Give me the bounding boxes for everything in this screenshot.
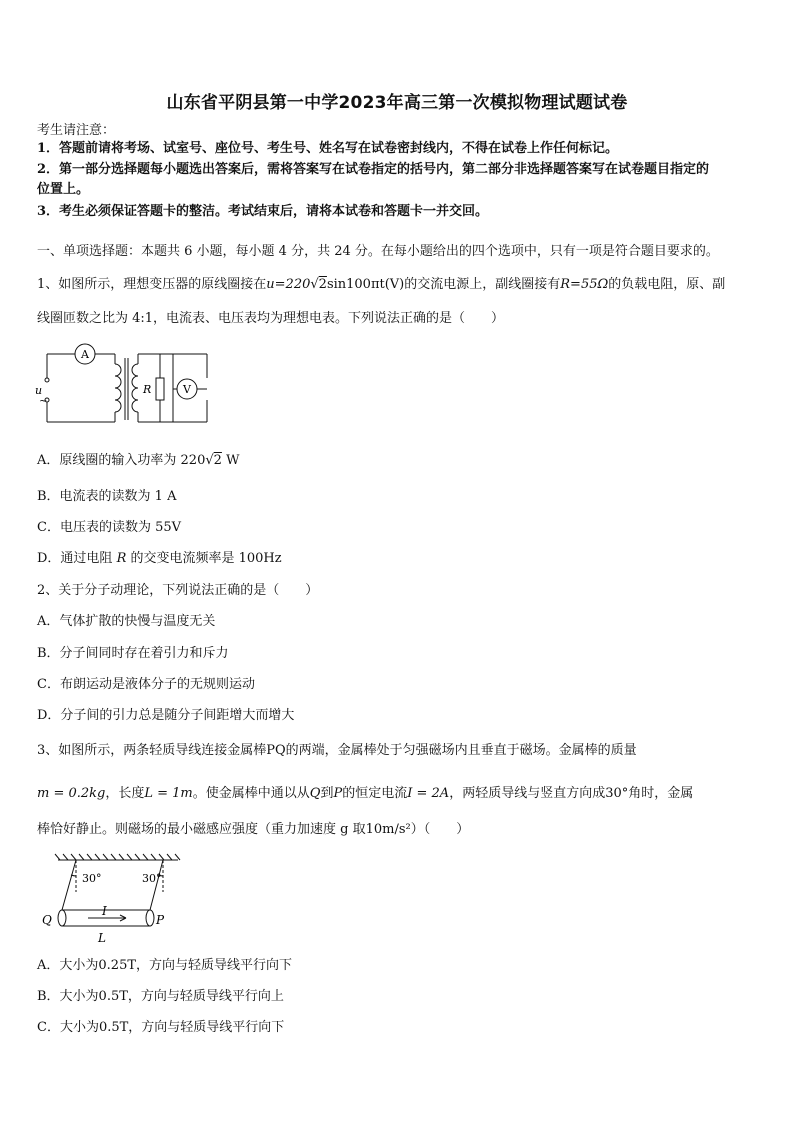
voltmeter-icon — [173, 354, 207, 422]
angle-left-label: 30° — [82, 872, 102, 885]
label-p: P — [156, 913, 165, 927]
ac-source-icon: ~ — [39, 396, 48, 407]
q1-option-a: A．原线圈的输入功率为 220√2 W — [37, 453, 240, 468]
q2-option-a: A．气体扩散的快慢与温度无关 — [37, 614, 216, 629]
ammeter-icon — [75, 344, 95, 364]
metal-rod-diagram — [38, 852, 188, 947]
q3-option-a: A．大小为0.25T，方向与轻质导线平行向下 — [37, 958, 293, 973]
q3-stem-line2: m = 0.2kg，长度L = 1m。使金属棒中通以从Q到P的恒定电流I = 2A，两轻质导线与竖直方向成30°角时，金属 — [37, 786, 694, 801]
label-q: Q — [42, 913, 52, 927]
q3-option-b: B．大小为0.5T，方向与轻质导线平行向上 — [37, 989, 284, 1004]
q3-stem-line3: 棒恰好静止。则磁场的最小磁感应强度（重力加速度 g 取10m/s²）（ ） — [37, 822, 470, 837]
q1-option-b: B．电流表的读数为 1 A — [37, 489, 177, 504]
source-label: u — [35, 384, 43, 397]
ammeter-label: A — [81, 348, 89, 361]
notice-header: 考生请注意： — [37, 123, 116, 138]
q2-option-c: C．布朗运动是液体分子的无规则运动 — [37, 677, 255, 692]
transformer-circuit-diagram — [35, 340, 215, 430]
q2-stem: 2、关于分子动理论，下列说法正确的是（ ） — [37, 583, 319, 598]
q1-option-c: C．电压表的读数为 55V — [37, 520, 182, 535]
q3-stem-line1: 3、如图所示，两条轻质导线连接金属棒PQ的两端，金属棒处于匀强磁场内且垂直于磁场。金属棒的质量 — [37, 743, 637, 758]
angle-right-label: 30° — [142, 872, 162, 885]
notice-item-3: 3．考生必须保证答题卡的整洁。考试结束后，请将本试卷和答题卡一并交回。 — [37, 204, 489, 219]
notice-item-2-cont: 位置上。 — [37, 182, 90, 197]
q1-stem-line1: 1、如图所示，理想变压器的原线圈接在u=220√2sin100πt(V)的交流电源上，副线圈接有R=55Ω的负载电阻，原、副 — [37, 277, 726, 292]
q3-option-c: C．大小为0.5T，方向与轻质导线平行向下 — [37, 1020, 285, 1035]
label-length: L — [98, 931, 106, 945]
section-heading: 一、单项选择题：本题共 6 小题，每小题 4 分，共 24 分。在每小题给出的四个选项中，只有一项是符合题目要求的。 — [37, 244, 719, 259]
q2-option-d: D．分子间的引力总是随分子间距增大而增大 — [37, 708, 295, 723]
voltmeter-label: V — [183, 383, 191, 396]
notice-item-1: 1．答题前请将考场、试室号、座位号、考生号、姓名写在试卷密封线内，不得在试卷上作任何标记。 — [37, 141, 619, 156]
q1-stem-line2: 线圈匝数之比为 4:1，电流表、电压表均为理想电表。下列说法正确的是（ ） — [37, 311, 505, 326]
q2-option-b: B．分子间同时存在着引力和斥力 — [37, 646, 229, 661]
label-current: I — [102, 904, 107, 918]
page-title: 山东省平阴县第一中学2023年高三第一次模拟物理试题试卷 — [166, 93, 628, 113]
q1-option-d: D．通过电阻 R 的交变电流频率是 100Hz — [37, 551, 282, 566]
resistor-label: R — [143, 383, 152, 396]
notice-item-2: 2．第一部分选择题每小题选出答案后，需将答案写在试卷指定的括号内，第二部分非选择题答案写在试卷题目指定的 — [37, 162, 710, 177]
